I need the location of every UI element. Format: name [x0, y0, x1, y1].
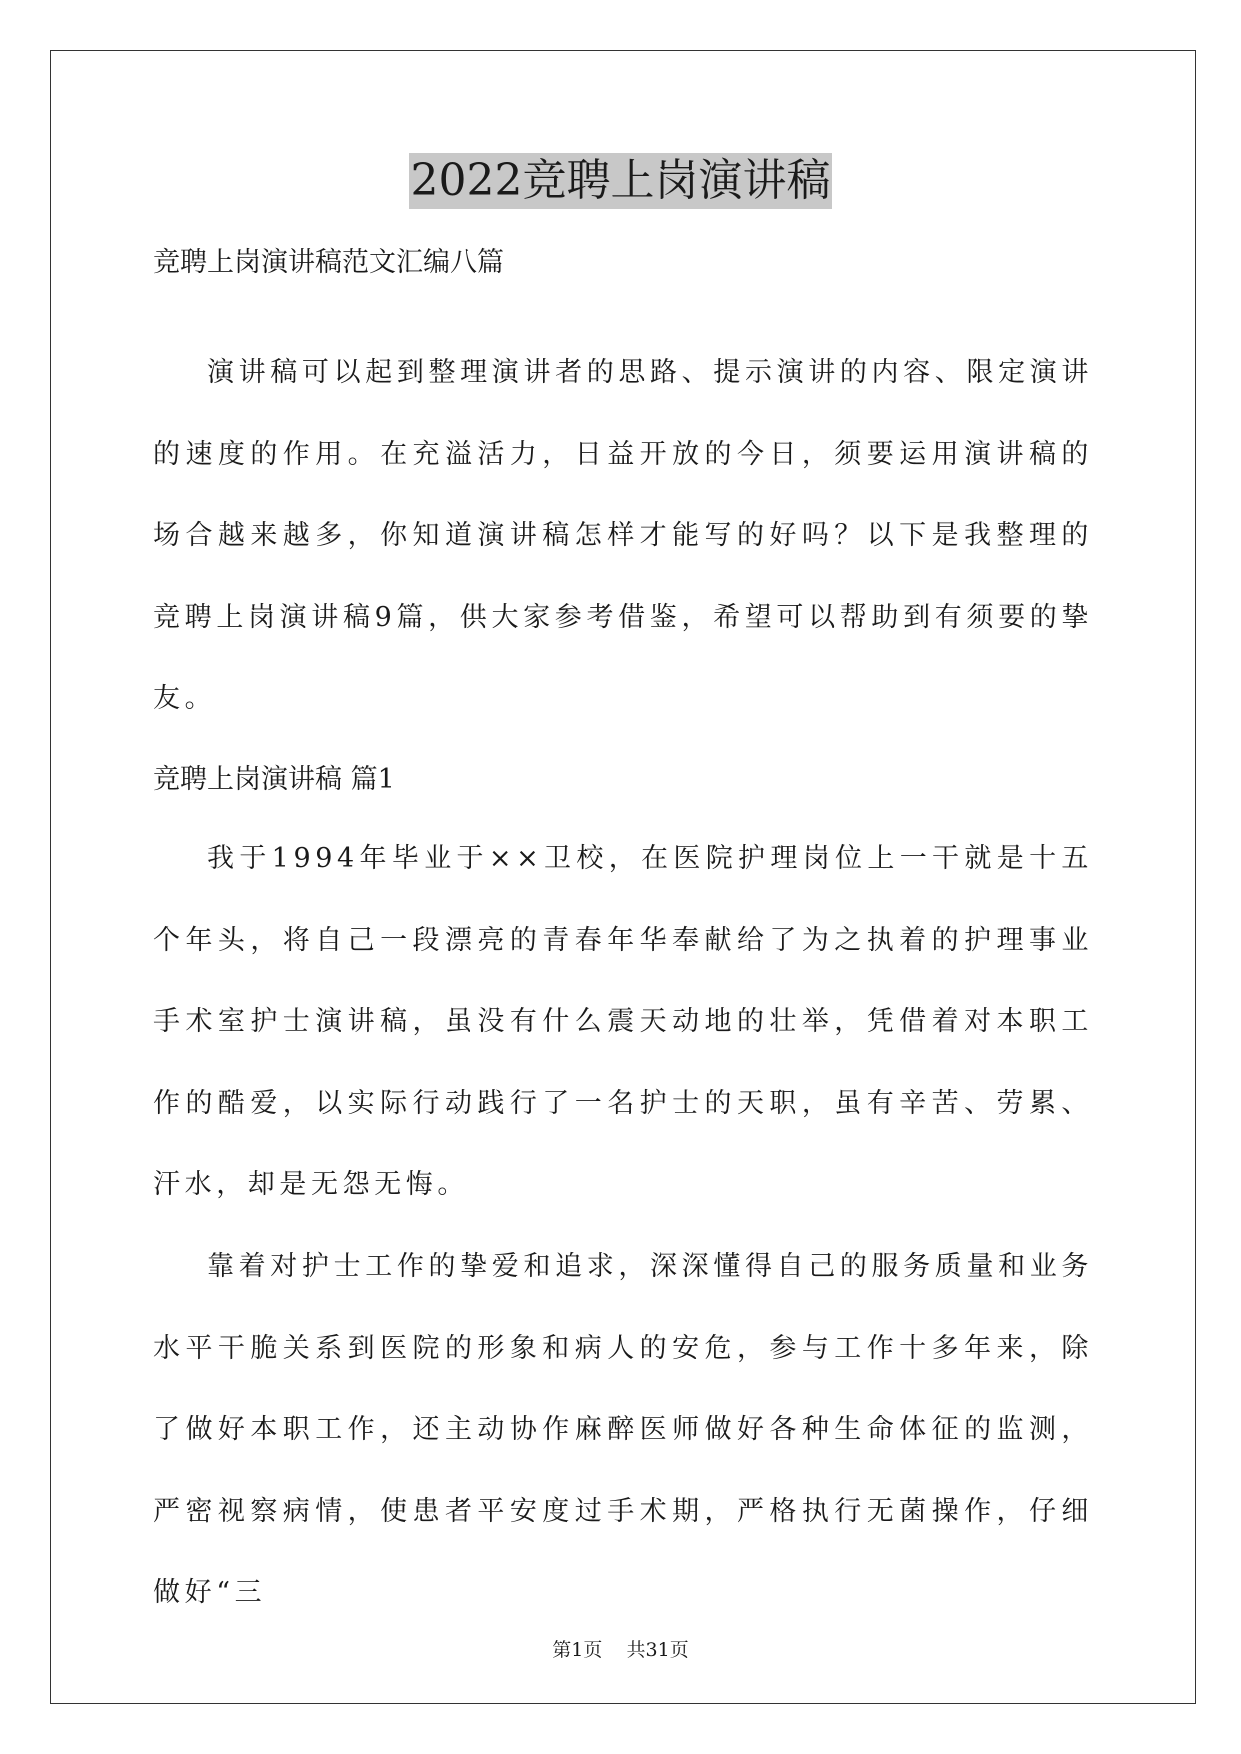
body-paragraph: 我于1994年毕业于××卫校，在医院护理岗位上一干就是十五个年头，将自己一段漂亮的青春年华奉献给了为之执着的护理事业手术室护士演讲稿，虽没有什么震天动地的壮举，凭借着对本职工作的酷爱，以实际行动践行了一名护士的天职，虽有辛苦、劳累、汗水，却是无怨无悔。 — [153, 843, 1093, 1200]
title-container — [0, 153, 1241, 209]
intro-paragraph: 演讲稿可以起到整理演讲者的思路、提示演讲的内容、限定演讲的速度的作用。在充溢活力，日益开放的今日，须要运用演讲稿的场合越来越多，你知道演讲稿怎样才能写的好吗？以下是我整理的竞聘上岗演讲稿9篇，供大家参考借鉴，希望可以帮助到有须要的挚友。 — [153, 357, 1093, 714]
page-number: 第1页 — [552, 1639, 603, 1661]
page-total: 共31页 — [626, 1639, 689, 1661]
document-subtitle: 竞聘上岗演讲稿范文汇编八篇 — [153, 247, 504, 278]
body-paragraph: 靠着对护士工作的挚爱和追求，深深懂得自己的服务质量和业务水平干脆关系到医院的形象和病人的安危，参与工作十多年来，除了做好本职工作，还主动协作麻醉医师做好各种生命体征的监测，严密视察病情，使患者平安度过手术期，严格执行无菌操作，仔细做好“三 — [153, 1251, 1093, 1608]
document-title: 2022竞聘上岗演讲稿 — [409, 153, 833, 209]
page-footer — [0, 1636, 1241, 1664]
section-heading: 竞聘上岗演讲稿 篇1 — [153, 764, 395, 795]
